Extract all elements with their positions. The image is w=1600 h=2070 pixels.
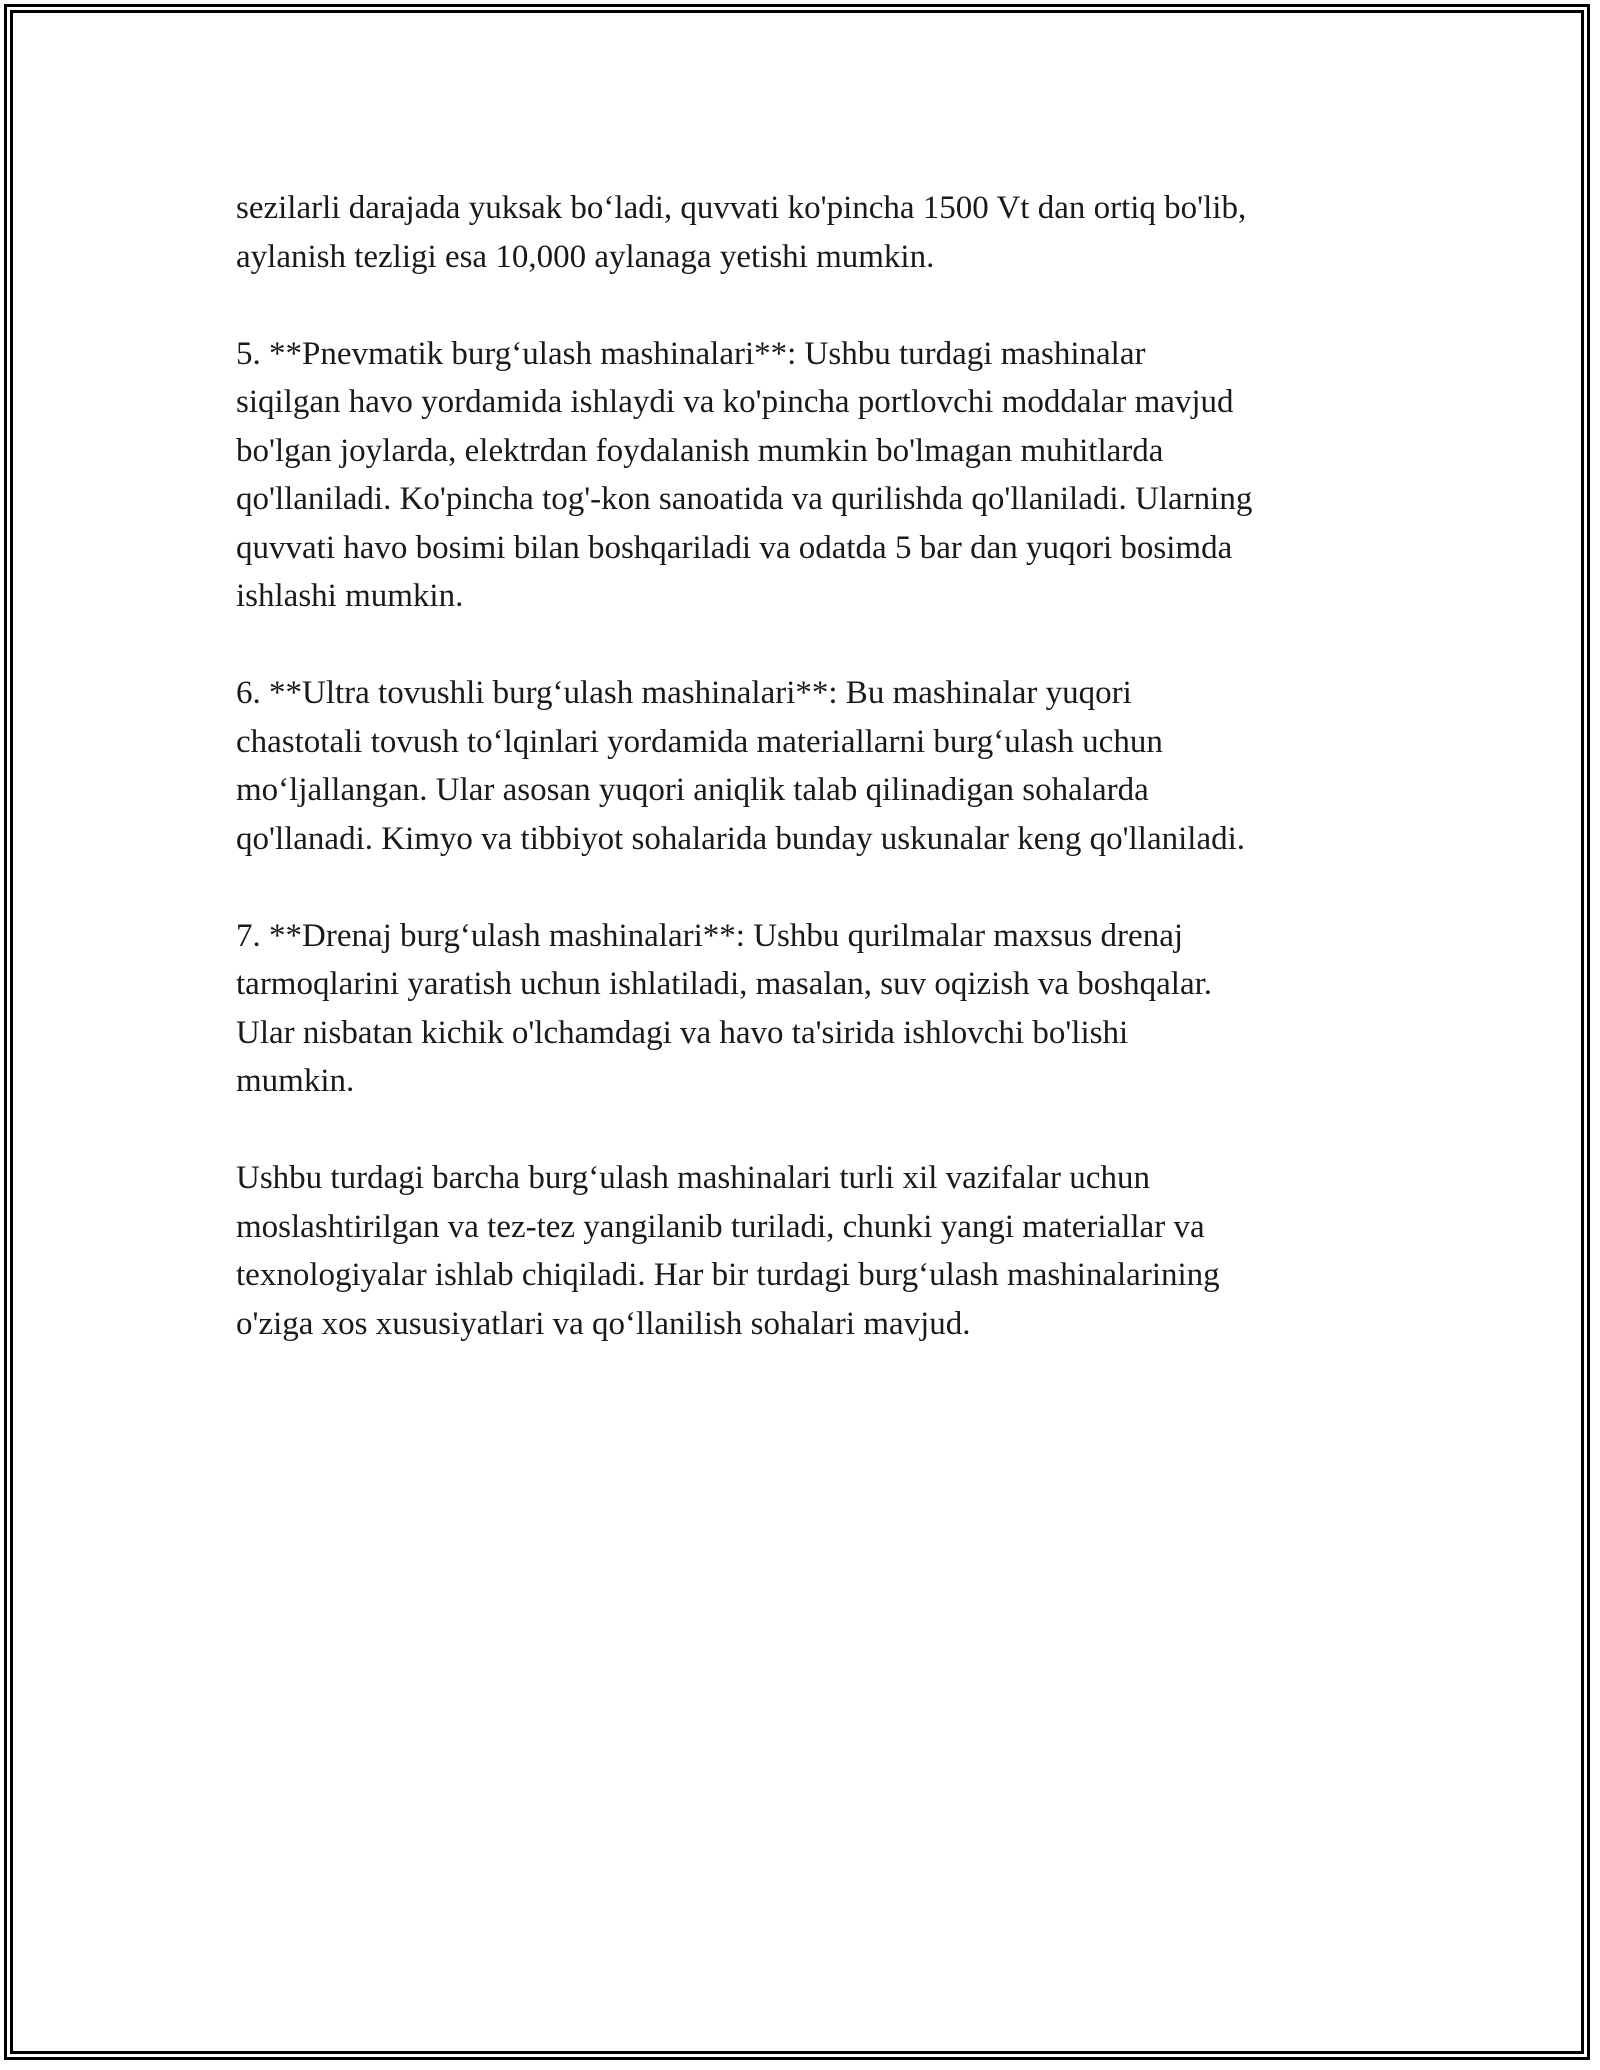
text-line: Ular nisbatan kichik o'lchamdagi va havo ta'sirida ishlovchi bo'lishi xyxy=(236,1014,1129,1051)
text-line: chastotali tovush to‘lqinlari yordamida materiallarni burg‘ulash uchun xyxy=(236,723,1163,760)
paragraph-pneumatic xyxy=(236,330,1386,621)
text-line: o'ziga xos xususiyatlari va qo‘llanilish sohalari mavjud. xyxy=(236,1305,971,1342)
text-line: 5. **Pnevmatik burg‘ulash mashinalari**: Ushbu turdagi mashinalar xyxy=(236,335,1146,372)
text-line: 7. **Drenaj burg‘ulash mashinalari**: Ushbu qurilmalar maxsus drenaj xyxy=(236,917,1184,954)
text-line: moslashtirilgan va tez-tez yangilanib turiladi, chunki yangi materiallar va xyxy=(236,1208,1205,1245)
document-body xyxy=(236,184,1386,1397)
text-line: ishlashi mumkin. xyxy=(236,578,464,614)
paragraph-intro xyxy=(236,184,1386,281)
paragraph-drainage xyxy=(236,912,1386,1106)
text-line: qo'llaniladi. Ko'pincha tog'-kon sanoatida va qurilishda qo'llaniladi. Ularning xyxy=(236,481,1253,517)
text-line: siqilgan havo yordamida ishlaydi va ko'pincha portlovchi moddalar mavjud xyxy=(236,384,1234,420)
paragraph-ultrasonic xyxy=(236,669,1386,863)
text-line: sezilarli darajada yuksak bo‘ladi, quvvati ko'pincha 1500 Vt dan ortiq bo'lib, xyxy=(236,190,1247,226)
text-line: mumkin. xyxy=(236,1063,355,1099)
paragraph-conclusion xyxy=(236,1154,1386,1348)
text-line: qo'llanadi. Kimyo va tibbiyot sohalarida bunday uskunalar keng qo'llaniladi. xyxy=(236,820,1246,857)
text-line: texnologiyalar ishlab chiqiladi. Har bir turdagi burg‘ulash mashinalarining xyxy=(236,1257,1220,1293)
text-line: aylanish tezligi esa 10,000 aylanaga yetishi mumkin. xyxy=(236,238,935,275)
text-line: bo'lgan joylarda, elektrdan foydalanish mumkin bo'lmagan muhitlarda xyxy=(236,432,1164,469)
text-line: tarmoqlarini yaratish uchun ishlatiladi, masalan, suv oqizish va boshqalar. xyxy=(236,966,1213,1002)
text-line: Ushbu turdagi barcha burg‘ulash mashinalari turli xil vazifalar uchun xyxy=(236,1160,1150,1196)
text-line: 6. **Ultra tovushli burg‘ulash mashinalari**: Bu mashinalar yuqori xyxy=(236,675,1132,711)
text-line: mo‘ljallangan. Ular asosan yuqori aniqlik talab qilinadigan sohalarda xyxy=(236,772,1149,808)
text-line: quvvati havo bosimi bilan boshqariladi va odatda 5 bar dan yuqori bosimda xyxy=(236,529,1233,566)
